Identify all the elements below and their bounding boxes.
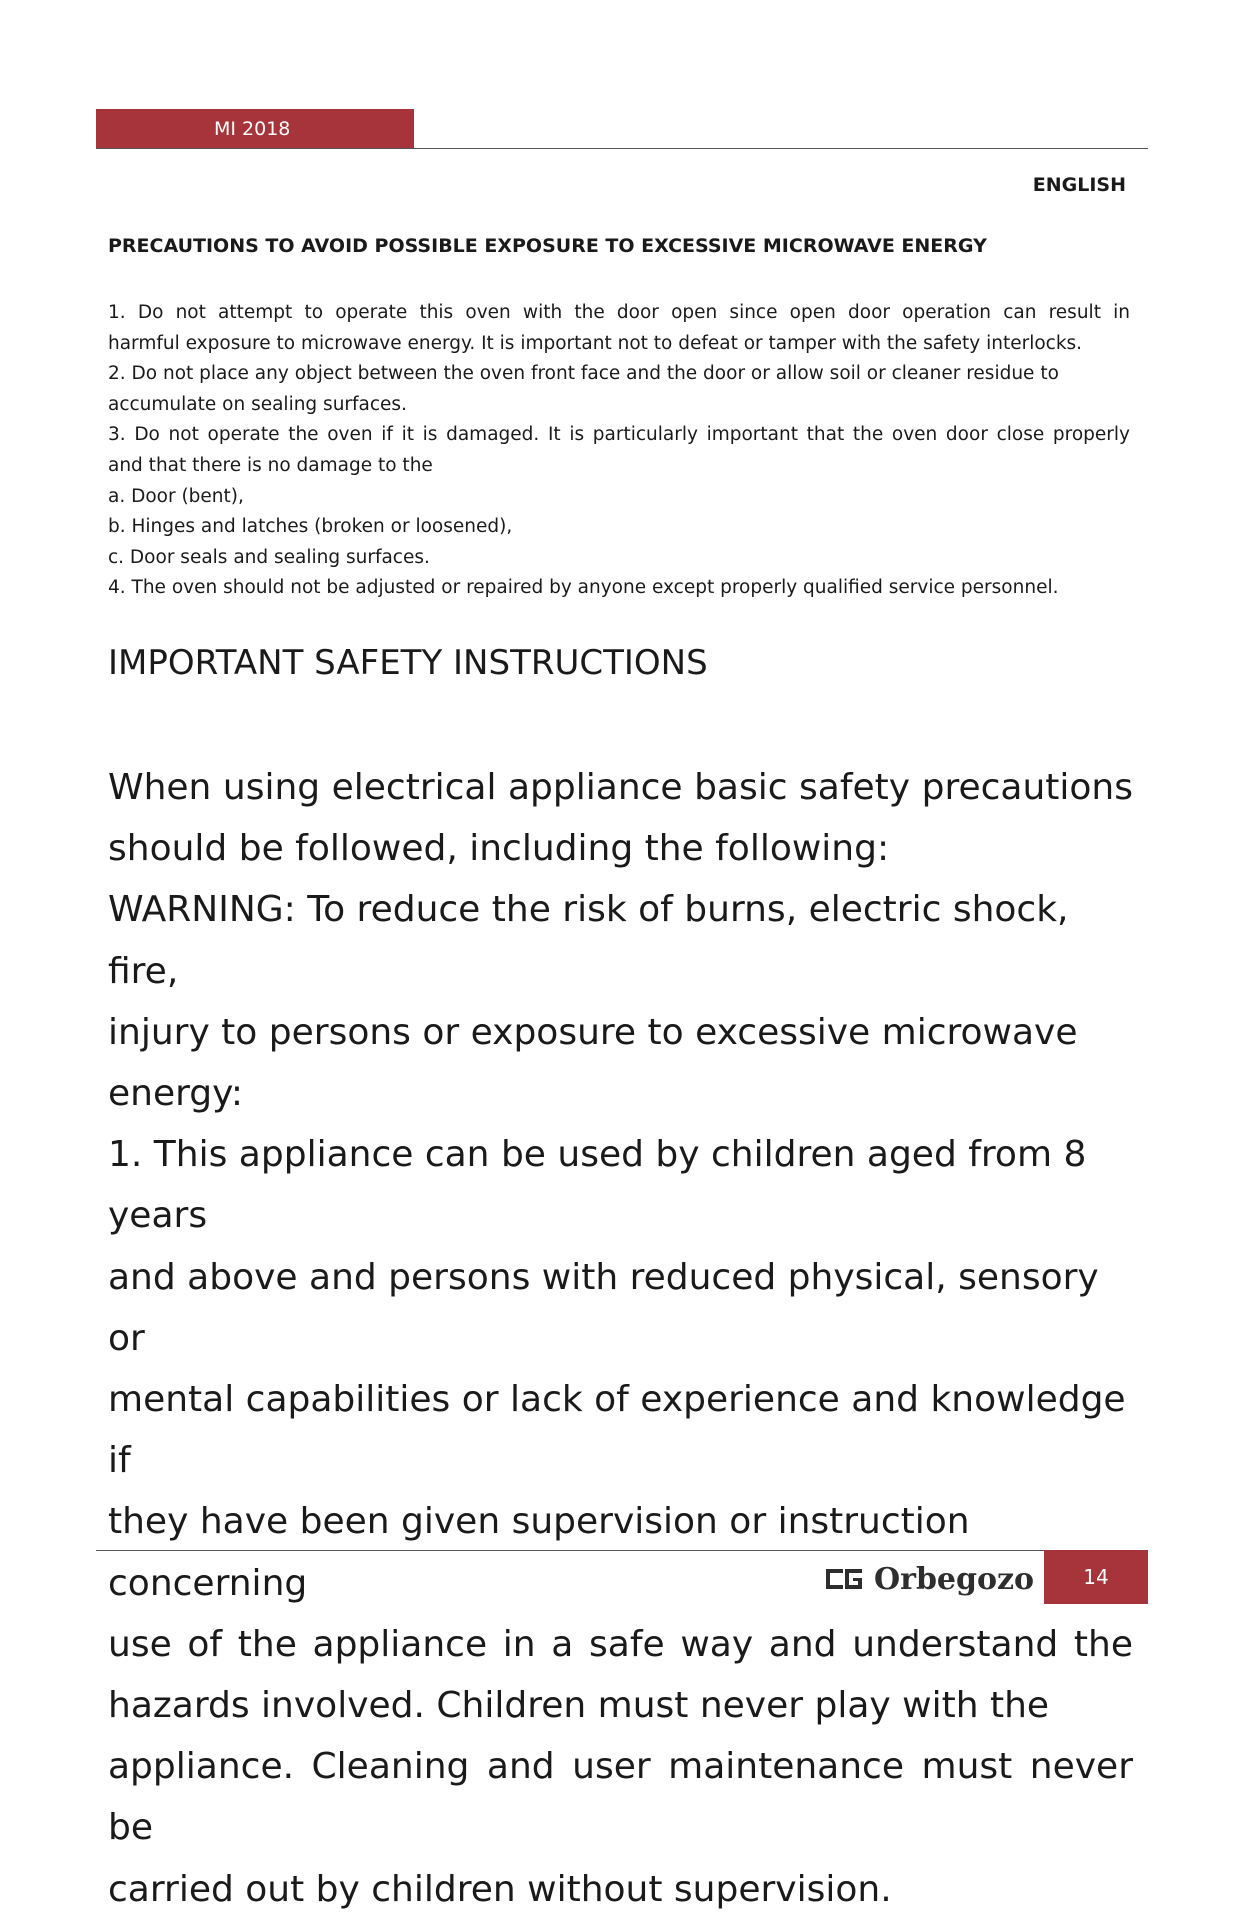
cg-logo-icon bbox=[826, 1567, 862, 1591]
safety-line: energy: bbox=[108, 1073, 243, 1115]
header-divider bbox=[96, 148, 1148, 149]
precautions-heading: PRECAUTIONS TO AVOID POSSIBLE EXPOSURE TO EXCESSIVE MICROWAVE ENERGY bbox=[108, 235, 987, 257]
precaution-line: b. Hinges and latches (broken or loosened), bbox=[108, 516, 513, 538]
safety-line: 1. This appliance can be used by children aged from 8 years bbox=[108, 1134, 1087, 1237]
language-label: ENGLISH bbox=[1032, 174, 1126, 196]
safety-line: injury to persons or exposure to excessive microwave bbox=[108, 1011, 1078, 1053]
brand-name: Orbegozo bbox=[874, 1561, 1035, 1597]
safety-line: carried out by children without supervision. bbox=[108, 1868, 892, 1910]
precaution-line: and that there is no damage to the bbox=[108, 454, 433, 476]
brand-logo bbox=[826, 1558, 1034, 1600]
safety-line: they have been given supervision or instruction concerning bbox=[108, 1501, 970, 1604]
safety-line: WARNING: To reduce the risk of burns, electric shock, fire, bbox=[108, 889, 1069, 992]
precaution-line: harmful exposure to microwave energy. It is important not to defeat or tamper with the safety interlocks. bbox=[108, 332, 1083, 354]
precautions-list bbox=[108, 298, 1130, 604]
safety-line: mental capabilities or lack of experience and knowledge if bbox=[108, 1379, 1126, 1482]
safety-line: hazards involved. Children must never play with the bbox=[108, 1685, 1050, 1727]
precaution-line: c. Door seals and sealing surfaces. bbox=[108, 546, 430, 568]
precaution-line: accumulate on sealing surfaces. bbox=[108, 393, 407, 415]
precaution-line: 1. Do not attempt to operate this oven with the door open since open door operation can result in bbox=[108, 302, 1130, 323]
precaution-line: 3. Do not operate the oven if it is damaged. It is particularly important that the oven door close properly bbox=[108, 424, 1130, 446]
model-label: MI 2018 bbox=[96, 109, 414, 149]
safety-title: IMPORTANT SAFETY INSTRUCTIONS bbox=[108, 643, 708, 683]
footer-divider bbox=[96, 1550, 1148, 1551]
safety-body bbox=[108, 757, 1133, 1920]
safety-line: should be followed, including the following: bbox=[108, 828, 890, 870]
precaution-line: a. Door (bent), bbox=[108, 485, 244, 507]
safety-line: and above and persons with reduced physical, sensory or bbox=[108, 1256, 1099, 1359]
safety-line: When using electrical appliance basic safety precautions bbox=[108, 767, 1133, 808]
page-number: 14 bbox=[1044, 1550, 1148, 1604]
safety-line: use of the appliance in a safe way and understand the bbox=[108, 1623, 1133, 1665]
precaution-line: 4. The oven should not be adjusted or repaired by anyone except properly qualified service personnel. bbox=[108, 577, 1059, 599]
safety-line: appliance. Cleaning and user maintenance must never be bbox=[108, 1746, 1133, 1849]
precaution-line: 2. Do not place any object between the oven front face and the door or allow soil or cleaner residue to bbox=[108, 363, 1059, 385]
